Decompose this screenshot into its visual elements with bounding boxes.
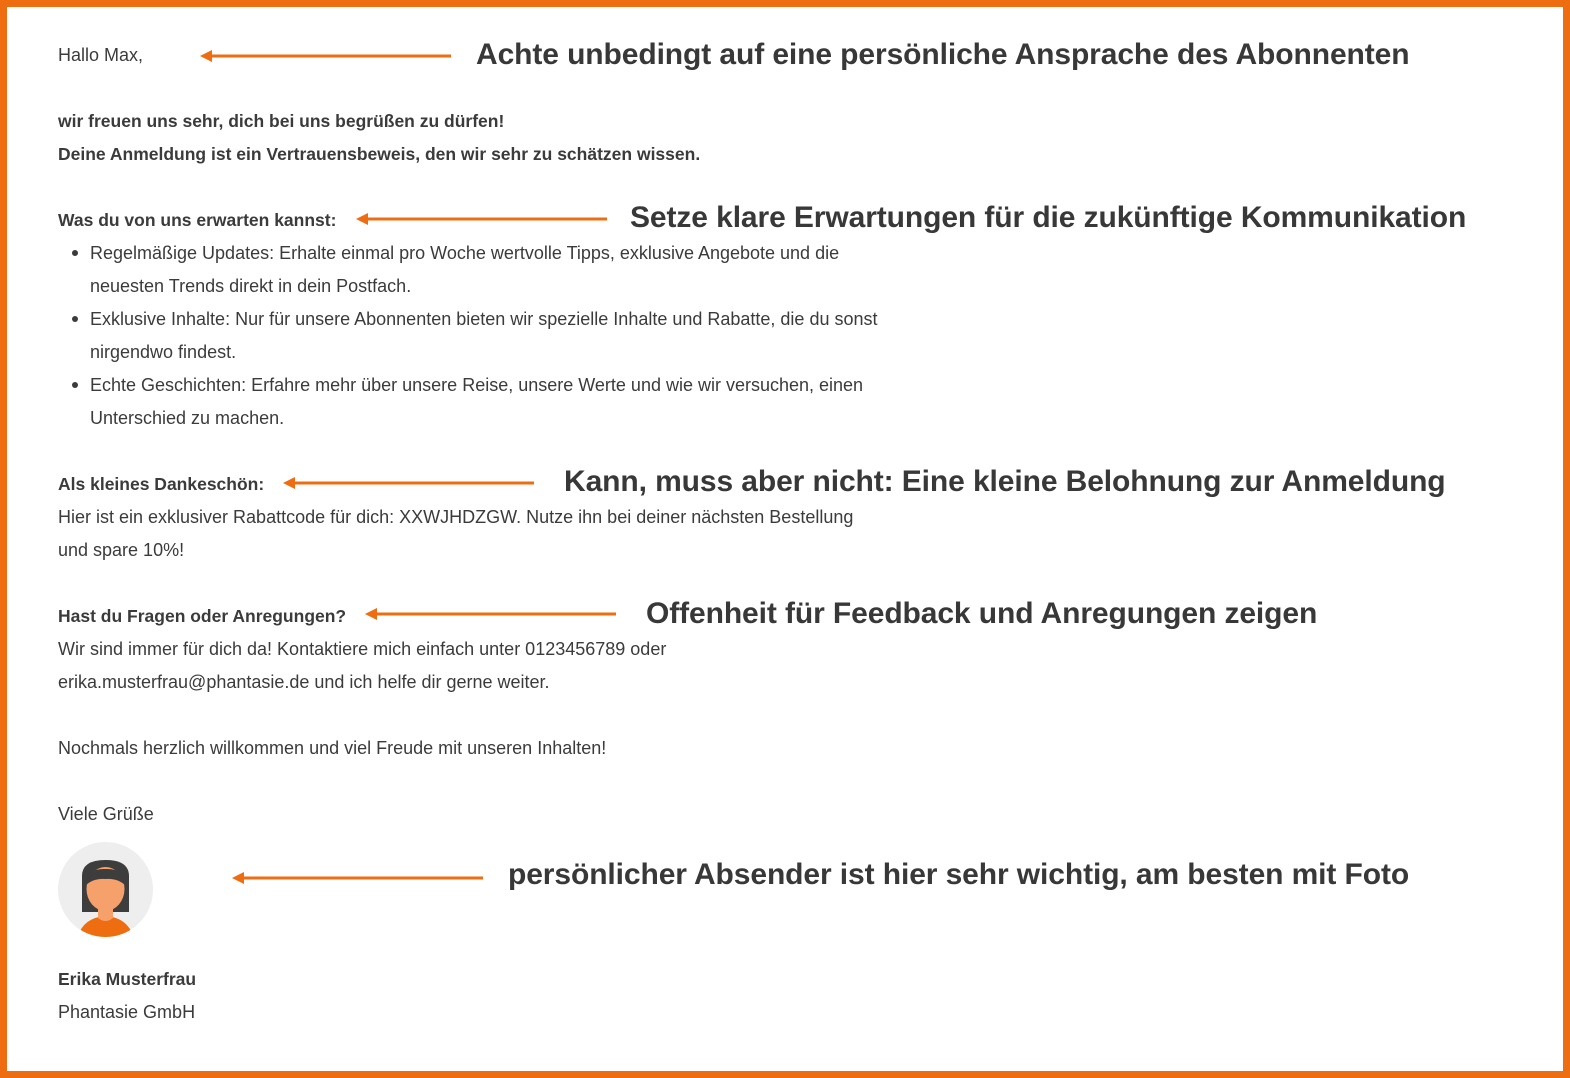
intro-line-2: Deine Anmeldung ist ein Vertrauensbeweis, den wir sehr zu schätzen wissen. [58,144,701,164]
bullet-dot [72,382,78,388]
bullet-2-line-1: Exklusive Inhalte: Nur für unsere Abonnenten bieten wir spezielle Inhalte und Rabatte, die du sonst [90,309,878,329]
bullet-1-line-1: Regelmäßige Updates: Erhalte einmal pro Woche wertvolle Tipps, exklusive Angebote und die [90,243,840,263]
questions-heading: Hast du Fragen oder Anregungen? [58,606,347,626]
thanks-line-1: Hier ist ein exklusiver Rabattcode für dich: XXWJHDZGW. Nutze ihn bei deiner nächsten Bestellung [58,507,854,527]
woman-avatar-icon [58,842,153,947]
closing-line: Nochmals herzlich willkommen und viel Freude mit unseren Inhalten! [58,738,607,758]
thanks-heading: Als kleines Dankeschön: [58,474,265,494]
greeting: Hallo Max, [58,45,144,65]
questions-line-2: erika.musterfrau@phantasie.de und ich helfe dir gerne weiter. [58,672,550,692]
expectations-heading: Was du von uns erwarten kannst: [58,210,337,230]
left-arrow-icon [198,48,454,64]
bullet-3-line-1: Echte Geschichten: Erfahre mehr über unsere Reise, unsere Werte und wie wir versuchen, einen [90,375,864,395]
bullet-dot [72,316,78,322]
annotation-feedback: Offenheit für Feedback und Anregungen zeigen [646,597,1318,630]
left-arrow-icon [230,870,486,886]
regards: Viele Grüße [58,804,154,824]
bullet-1-line-2: neuesten Trends direkt in dein Postfach. [90,276,412,296]
annotation-expectations: Setze klare Erwartungen für die zukünftige Kommunikation [630,201,1467,234]
intro-line-1: wir freuen uns sehr, dich bei uns begrüßen zu dürfen! [58,111,505,131]
sender-name: Erika Musterfrau [58,969,197,989]
bullet-dot [72,250,78,256]
annotation-reward: Kann, muss aber nicht: Eine kleine Belohnung zur Anmeldung [564,465,1446,498]
sender-company: Phantasie GmbH [58,1002,196,1022]
annotation-greeting: Achte unbedingt auf eine persönliche Ansprache des Abonnenten [476,38,1410,71]
bullet-3-line-2: Unterschied zu machen. [90,408,285,428]
left-arrow-icon [281,475,537,491]
annotation-sender: persönlicher Absender ist hier sehr wichtig, am besten mit Foto [508,858,1410,891]
thanks-line-2: und spare 10%! [58,540,185,560]
questions-line-1: Wir sind immer für dich da! Kontaktiere mich einfach unter 0123456789 oder [58,639,667,659]
bullet-2-line-2: nirgendwo findest. [90,342,237,362]
left-arrow-icon [354,211,610,227]
left-arrow-icon [363,606,619,622]
